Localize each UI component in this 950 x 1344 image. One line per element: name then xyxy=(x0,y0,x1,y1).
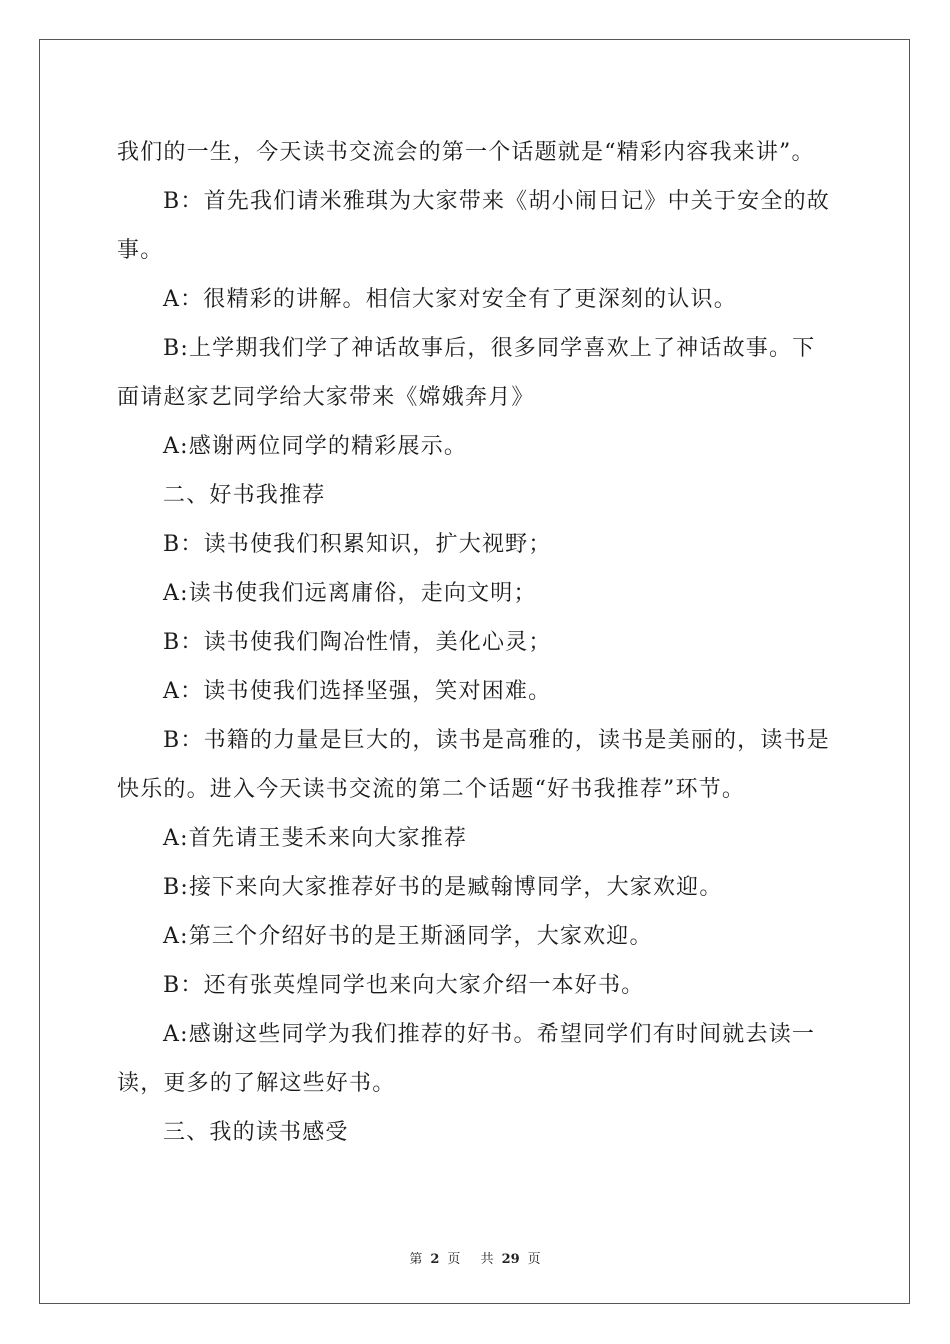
section-heading: 三、我的读书感受 xyxy=(163,1120,349,1145)
total-number: 29 xyxy=(501,1252,520,1267)
paragraph: B：书籍的力量是巨大的，读书是高雅的，读书是美丽的，读书是快乐的。进入今天读书交流的第二个话题“好书我推荐”环节。 xyxy=(117,728,830,802)
paragraph: B:接下来向大家推荐好书的是臧翰博同学，大家欢迎。 xyxy=(163,875,723,900)
page-prefix: 第 xyxy=(409,1252,423,1267)
total-pages-indicator xyxy=(477,1252,545,1267)
total-suffix: 页 xyxy=(527,1252,541,1267)
paragraph: A:读书使我们远离庸俗，走向文明； xyxy=(163,581,537,606)
paragraph: B:上学期我们学了神话故事后，很多同学喜欢上了神话故事。下面请赵家艺同学给大家带来《嫦娥奔月》 xyxy=(117,336,816,410)
document-body xyxy=(117,128,837,1157)
total-prefix: 共 xyxy=(480,1252,494,1267)
paragraph: B：读书使我们积累知识，扩大视野； xyxy=(163,532,552,557)
page-suffix: 页 xyxy=(447,1252,461,1267)
page-number: 2 xyxy=(430,1252,440,1267)
page-indicator xyxy=(405,1252,464,1267)
paragraph: A:首先请王斐禾来向大家推荐 xyxy=(163,826,468,851)
paragraph: B：首先我们请米雅琪为大家带来《胡小闹日记》中关于安全的故事。 xyxy=(117,189,830,263)
paragraph: B：还有张英煌同学也来向大家介绍一本好书。 xyxy=(163,973,645,998)
paragraph: A:感谢这些同学为我们推荐的好书。希望同学们有时间就去读一读，更多的了解这些好书。 xyxy=(117,1022,816,1096)
section-heading: 二、好书我推荐 xyxy=(163,483,326,508)
paragraph: 我们的一生，今天读书交流会的第一个话题就是“精彩内容我来讲”。 xyxy=(117,140,815,165)
paragraph: A：很精彩的讲解。相信大家对安全有了更深刻的认识。 xyxy=(163,287,737,312)
page-footer xyxy=(0,1248,950,1267)
paragraph: A:第三个介绍好书的是王斯涵同学，大家欢迎。 xyxy=(163,924,653,949)
paragraph: A：读书使我们选择坚强，笑对困难。 xyxy=(163,679,552,704)
paragraph: B：读书使我们陶冶性情，美化心灵； xyxy=(163,630,552,655)
paragraph: A:感谢两位同学的精彩展示。 xyxy=(163,434,468,459)
